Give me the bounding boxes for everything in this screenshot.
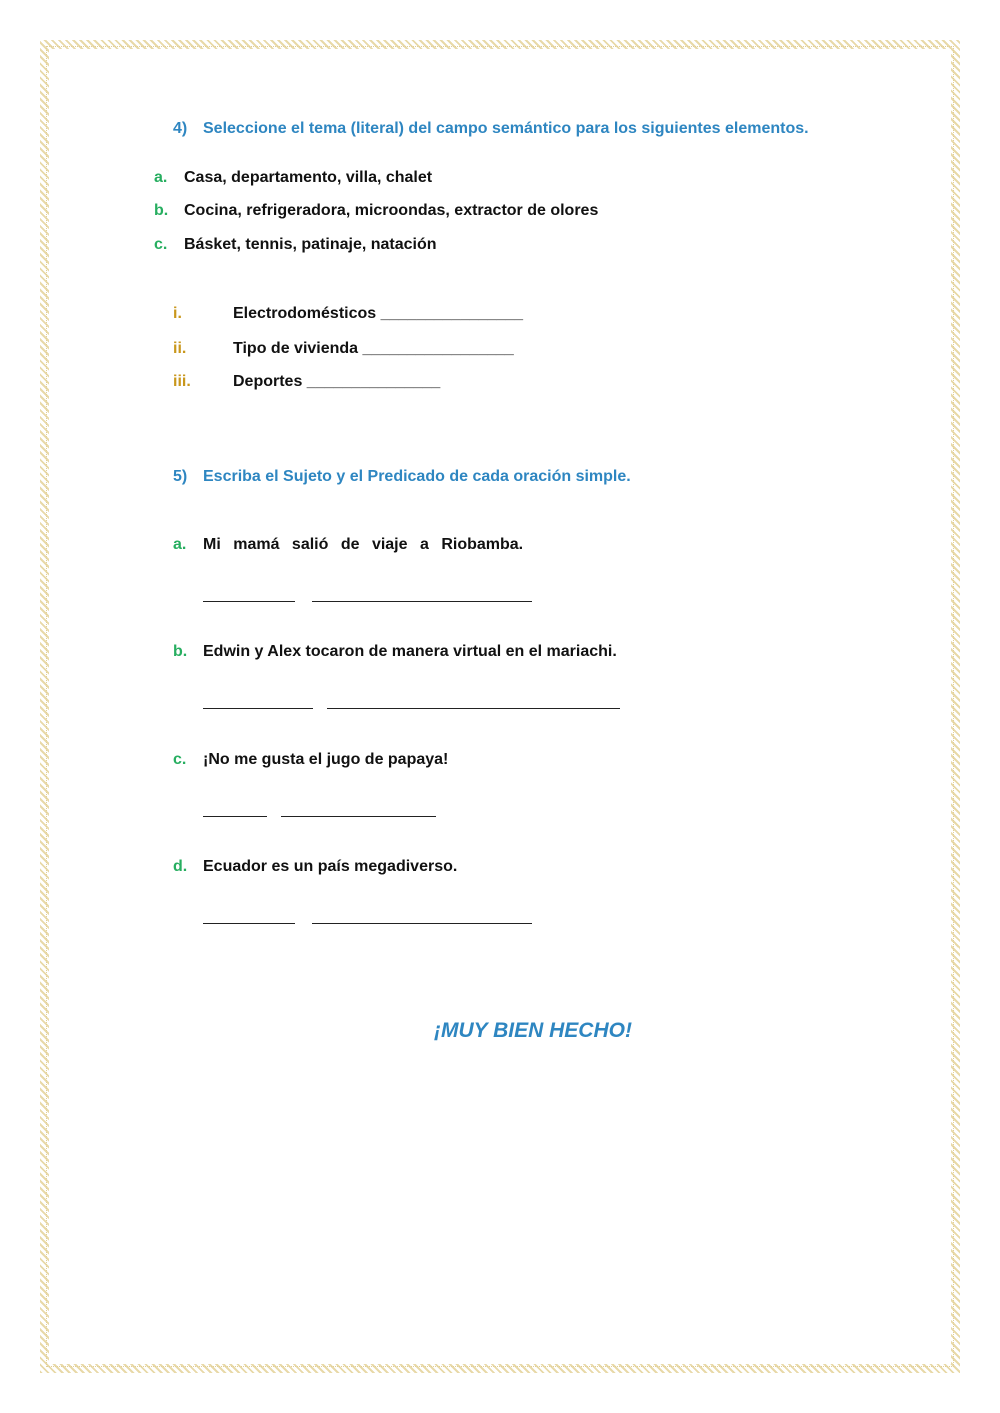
predicate-blank-line [327,708,620,709]
theme-text: Electrodomésticos ________________ [233,305,523,322]
sentence-text: Mi mamá salió de viaje a Riobamba. [203,536,524,553]
group-text: Casa, departamento, villa, chalet [184,169,433,186]
subject-blank-line [203,923,295,924]
question-4-heading [173,120,809,138]
theme-marker: iii. [173,373,191,390]
sentence-item-a [173,536,523,554]
predicate-blank-line [312,923,532,924]
theme-item-iii [173,373,440,391]
theme-marker: i. [173,305,182,322]
question-5-heading [173,468,631,486]
subject-blank-line [203,816,267,817]
question-4-text: Seleccione el tema (literal) del campo semántico para los siguientes elementos. [203,120,809,137]
subject-blank-line [203,601,295,602]
sentence-marker: c. [173,751,187,768]
predicate-blank-line [312,601,532,602]
closing-message: ¡MUY BIEN HECHO! [434,1019,632,1042]
group-text: Básket, tennis, patinaje, natación [184,236,437,253]
group-item-b [154,202,598,220]
theme-item-i [173,305,523,323]
question-5-text: Escriba el Sujeto y el Predicado de cada oración simple. [203,468,631,485]
sentence-text: Ecuador es un país megadiverso. [203,858,458,875]
theme-text: Tipo de vivienda _________________ [233,340,514,357]
group-item-a [154,169,432,187]
group-marker: b. [154,202,169,219]
theme-marker: ii. [173,340,187,357]
predicate-blank-line [281,816,436,817]
group-text: Cocina, refrigeradora, microondas, extractor de olores [184,202,599,219]
sentence-item-b [173,643,617,661]
sentence-item-c [173,751,448,769]
question-4-number: 4) [173,120,188,137]
question-5-number: 5) [173,468,188,485]
sentence-text: Edwin y Alex tocaron de manera virtual en el mariachi. [203,643,617,660]
theme-item-ii [173,340,514,358]
group-marker: a. [154,169,168,186]
sentence-text: ¡No me gusta el jugo de papaya! [203,751,449,768]
group-item-c [154,236,437,254]
sentence-item-d [173,858,457,876]
sentence-marker: a. [173,536,187,553]
group-marker: c. [154,236,168,253]
theme-text: Deportes _______________ [233,373,441,390]
sentence-marker: d. [173,858,188,875]
sentence-marker: b. [173,643,188,660]
subject-blank-line [203,708,313,709]
